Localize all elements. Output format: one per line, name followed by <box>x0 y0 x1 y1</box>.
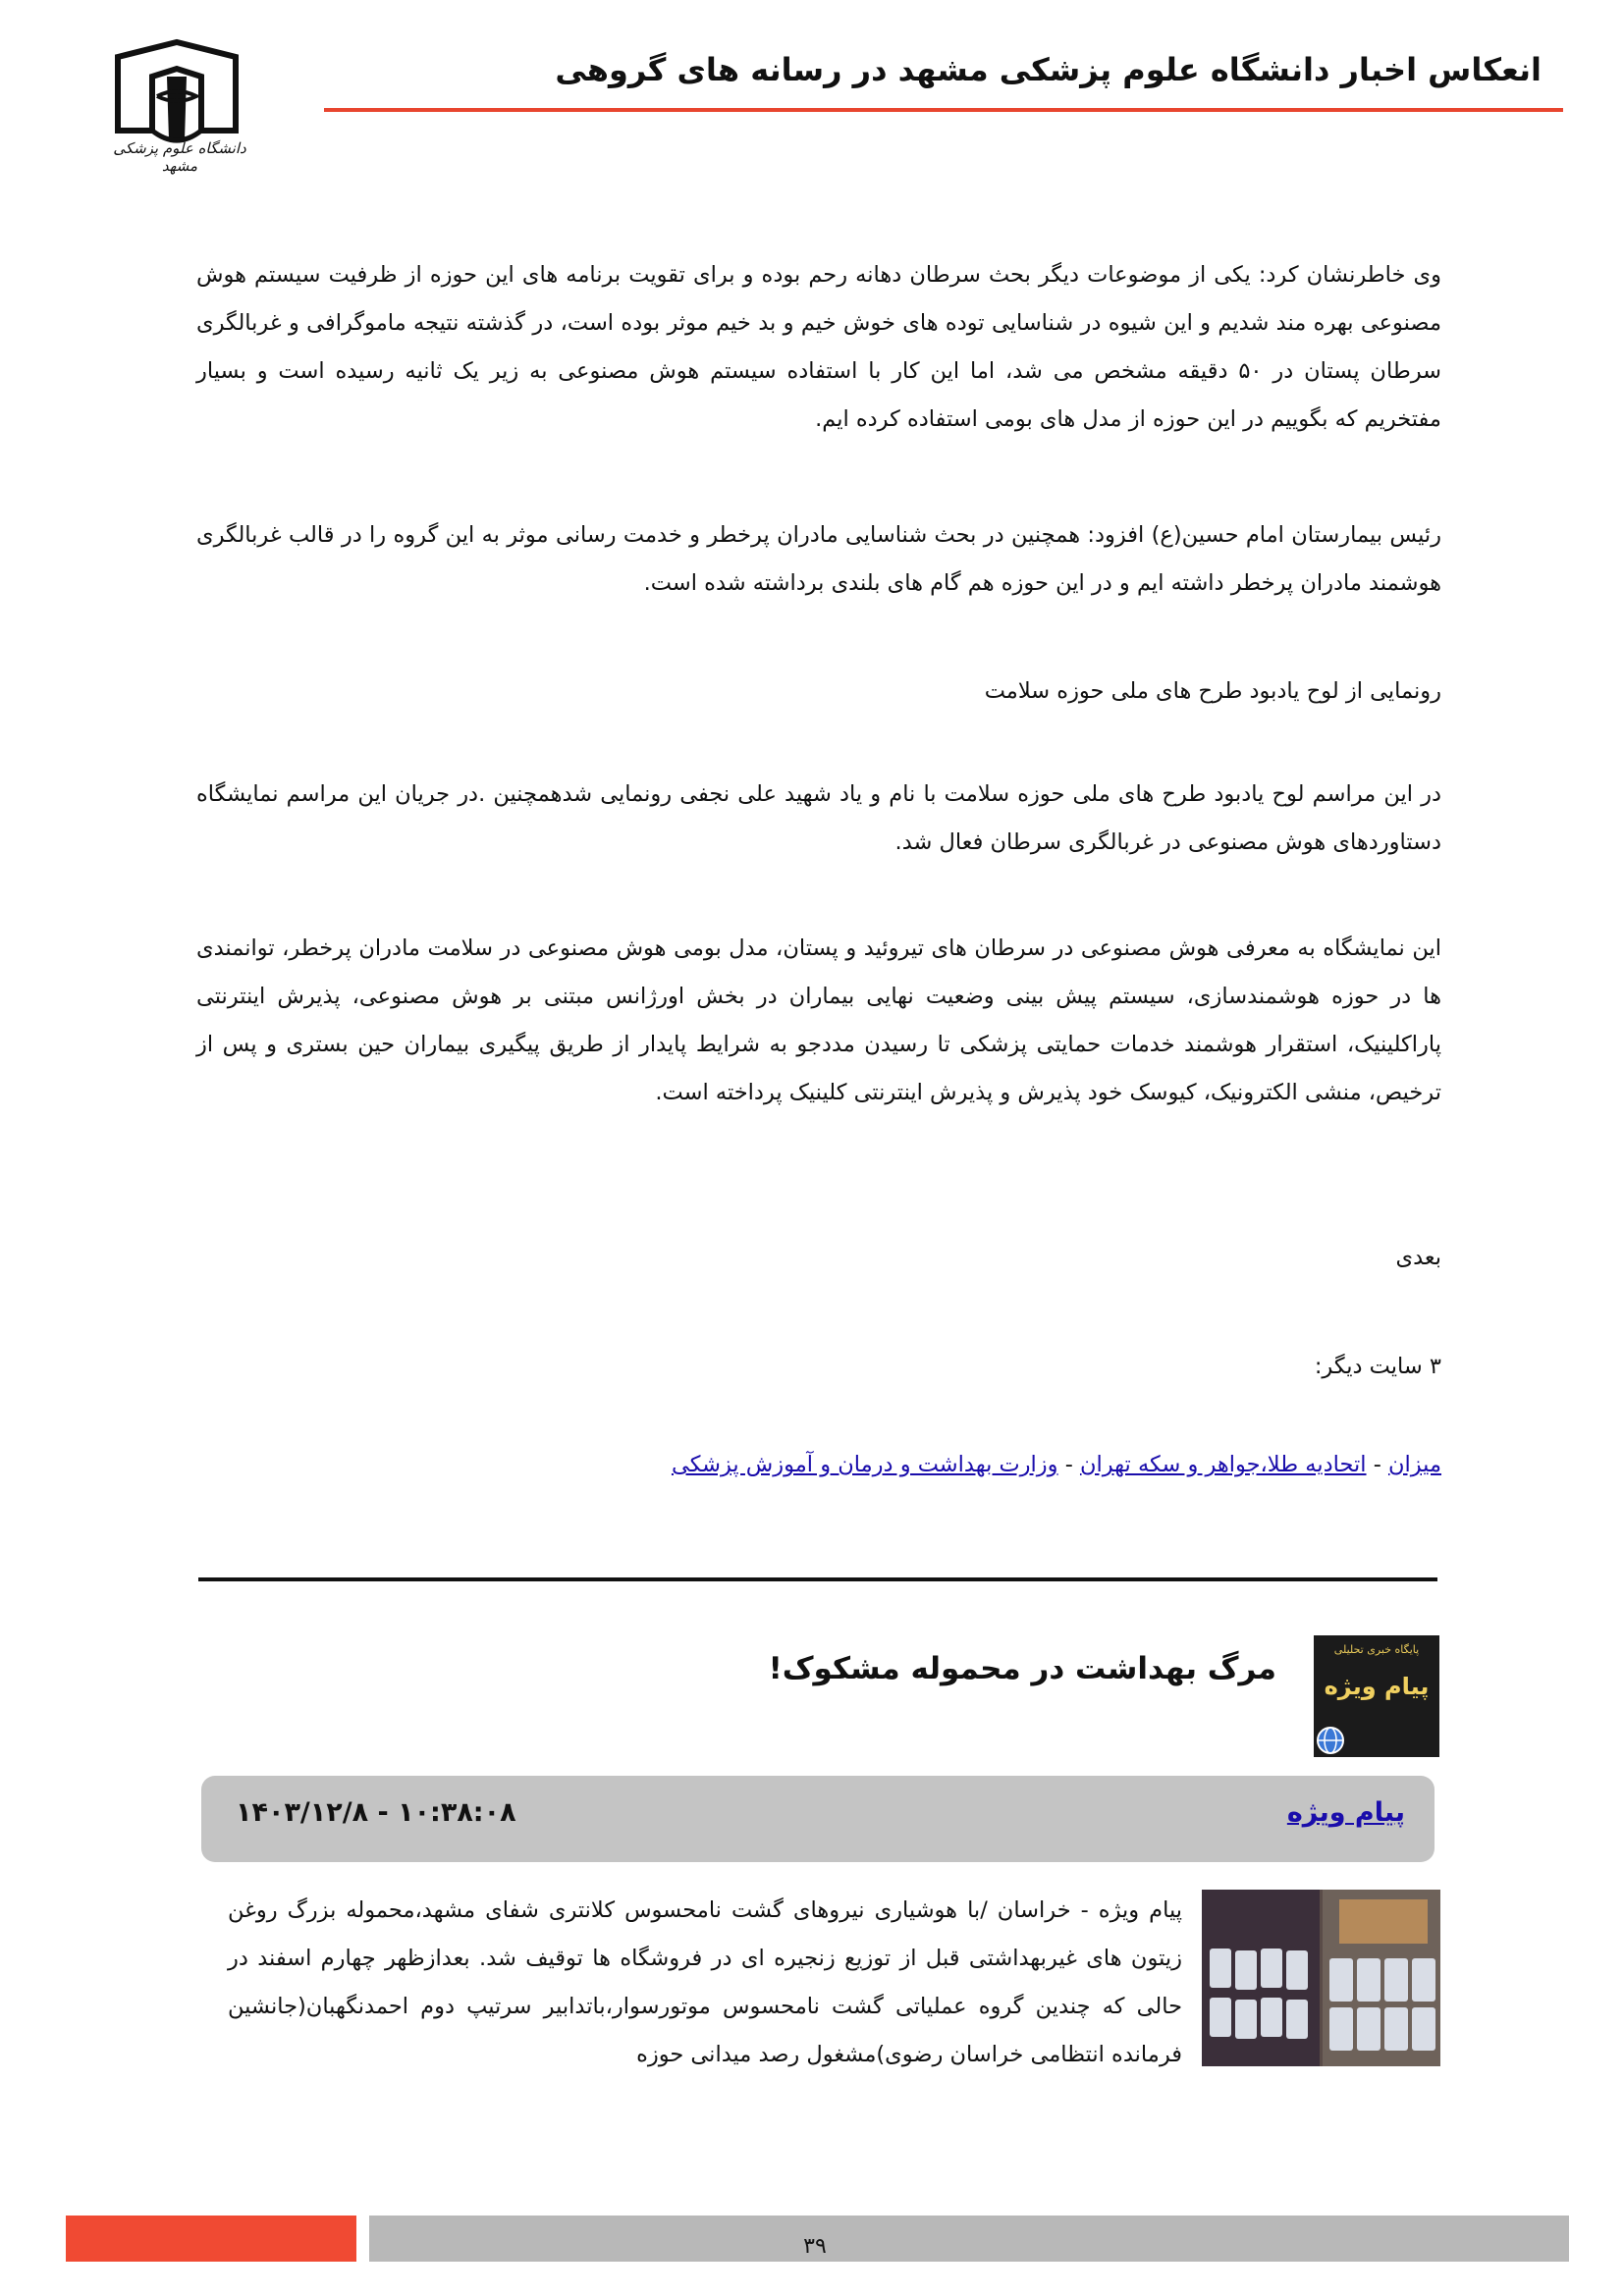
news-meta-bar <box>201 1776 1435 1862</box>
link-gold-union[interactable]: اتحادیه طلا،جواهر و سکه تهران <box>1079 1452 1367 1477</box>
thumb-text: پیام ویژه <box>1324 1673 1430 1700</box>
news-photo <box>1202 1890 1440 2066</box>
link-health-ministry[interactable]: وزارت بهداشت و درمان و آموزش پزشکی <box>671 1452 1058 1477</box>
next-label: بعدی <box>1395 1245 1441 1270</box>
section-divider <box>198 1577 1437 1581</box>
news-body: پیام ویژه - خراسان /با هوشیاری نیروهای گشت نامحسوس کلانتری شفای مشهد،محموله بزرگ روغن زیتون های غیربهداشتی قبل از توزیع زنجیره ای در فروشگاه ها توقیف شد. بعدازظهر چهارم اسفند در حالی که چندین گروه عملیاتی گشت نامحسوس موتورسوار،باتدابیر سرتیپ دوم احمدنگهبان(جانشین فرمانده انتظامی خراسان رضوی)مشغول رصد میدانی حوزه <box>228 1897 1182 2067</box>
news-title[interactable]: مرگ بهداشت در محموله مشکوک! <box>768 1651 1276 1686</box>
other-sites-links <box>196 1441 1441 1489</box>
news-datetime: ۱۴۰۳/۱۲/۸ - ۱۰:۳۸:۰۸ <box>236 1797 516 1828</box>
globe-icon <box>1316 1726 1345 1755</box>
link-separator: - <box>1064 1452 1073 1477</box>
paragraph-4: این نمایشگاه به معرفی هوش مصنوعی در سرطان های تیروئید و پستان، مدل بومی هوش مصنوعی در سلامت مادران پرخطر، توانمندی ها در حوزه هوشمندسازی، سیستم پیش بینی وضعیت نهایی بیماران در بخش اورژانس مبتنی بر هوش مصنوعی، پذیرش اینترنتی پاراکلینیک، استقرار هوشمند خدمات حمایتی پزشکی تا رسیدن مددجو به شرایط پایدار از طریق پیگیری بیماران حین بستری و پس از ترخیص، منشی الکترونیک، کیوسک خود پذیرش و پذیرش اینترنتی کلینیک پرداخته است. <box>196 935 1441 1105</box>
header-title: انعکاس اخبار دانشگاه علوم پزشکی مشهد در رسانه های گروهی <box>555 51 1542 88</box>
paragraph-1: وی خاطرنشان کرد: یکی از موضوعات دیگر بحث سرطان دهانه رحم بوده و برای تقویت برنامه های این حوزه از ظرفیت سیستم هوش مصنوعی بهره مند شدیم و این شیوه در شناسایی توده های خوش خیم و بد خیم موثر بوده است، در گذشته نتیجه ماموگرافی و غربالگری سرطان پستان در ۵۰ دقیقه مشخص می شد، اما این کار با استفاده سیستم هوش مصنوعی به زیر یک ثانیه رسیده است و بسیار مفتخریم که بگوییم در این حوزه از مدل های بومی استفاده کرده ایم. <box>196 262 1441 432</box>
source-logo-thumbnail <box>1314 1635 1439 1757</box>
thumb-subtext: پایگاه خبری تحلیلی <box>1333 1643 1420 1656</box>
other-sites-label: ۳ سایت دیگر: <box>1314 1354 1441 1379</box>
news-source-link[interactable]: پیام ویژه <box>1286 1797 1405 1828</box>
page-number: ۳۹ <box>803 2234 827 2259</box>
footer-bar <box>369 2216 1569 2262</box>
logo-caption: دانشگاه علوم پزشکی مشهد <box>113 139 246 175</box>
footer-accent-bar <box>66 2216 356 2262</box>
header-rule <box>324 108 1563 112</box>
paragraph-2: رئیس بیمارستان امام حسین(ع) افزود: همچنین در بحث شناسایی مادران پرخطر و خدمت رسانی موثر به این گروه را در قالب غربالگری هوشمند مادران پرخطر داشته ایم و در این حوزه هم گام های بلندی برداشته شده است. <box>196 522 1441 596</box>
subheading: رونمایی از لوح یادبود طرح های ملی حوزه سلامت <box>984 678 1441 704</box>
paragraph-3: در این مراسم لوح یادبود طرح های ملی حوزه سلامت با نام و یاد شهید علی نجفی رونمایی شدهمچنین .در جریان این مراسم نمایشگاه دستاوردهای هوش مصنوعی در غربالگری سرطان فعال شد. <box>196 781 1441 855</box>
link-separator: - <box>1373 1452 1381 1477</box>
link-mizan[interactable]: میزان <box>1387 1452 1441 1477</box>
